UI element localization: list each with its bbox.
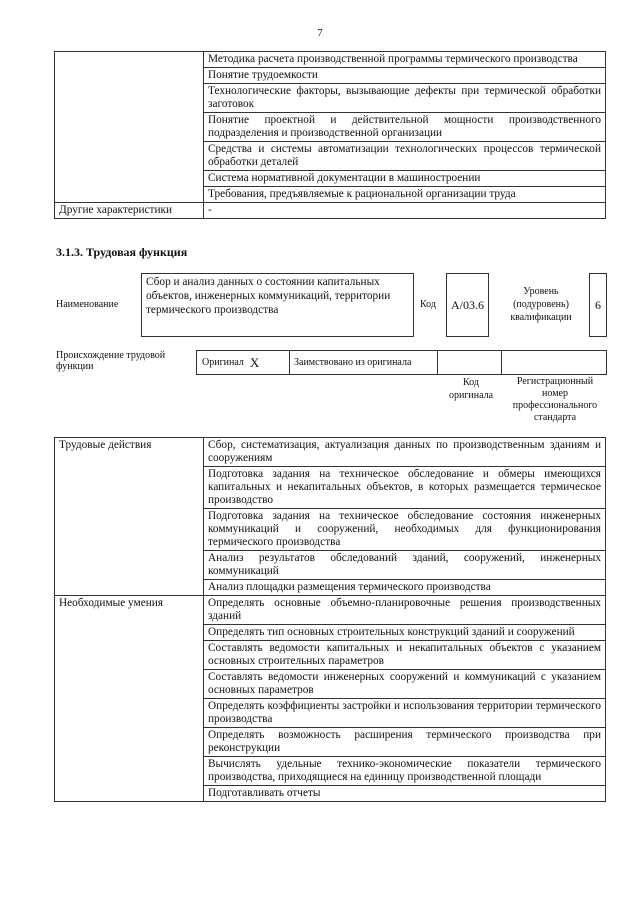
borrowed-label: Заимствовано из оригинала — [290, 351, 438, 374]
table-cell: Определять возможность расширения термического производства при реконструкции — [204, 728, 606, 757]
table-cell: Определять тип основных строительных конструкций зданий и сооружений — [204, 625, 606, 641]
table-row — [55, 203, 606, 219]
original-mark: X — [249, 354, 260, 370]
table-cell: Технологические факторы, вызывающие дефекты при термической обработки заготовок — [204, 84, 606, 113]
table-cell: Понятие трудоемкости — [204, 68, 606, 84]
table-cell: Средства и системы автоматизации технологических процессов термической обработки деталей — [204, 142, 606, 171]
original-cell — [197, 351, 290, 374]
other-characteristics-value: - — [204, 203, 606, 219]
table-cell: Анализ площадки размещения термического производства — [204, 580, 606, 596]
table-cell: Подготовка задания на техническое обследование и обмеры имеющихся капитальных и некапитальных объектов, в которых размещается термическое производство — [204, 467, 606, 509]
registration-number-cell — [502, 351, 606, 374]
function-name-box: Сбор и анализ данных о состоянии капитальных объектов, инженерных коммуникаций, территории термического производства — [141, 273, 414, 337]
table-cell: Составлять ведомости инженерных сооружений и коммуникаций с указанием основных параметров — [204, 670, 606, 699]
table-cell: Понятие проектной и действительной мощности производственного подразделения и производственной организации — [204, 113, 606, 142]
table-cell: Система нормативной документации в машиностроении — [204, 171, 606, 187]
origin-label: Происхождение трудовой функции — [56, 350, 166, 372]
code-label: Код — [420, 299, 436, 310]
original-label: Оригинал — [202, 356, 244, 368]
table-row — [55, 52, 606, 68]
table-cell: Подготавливать отчеты — [204, 786, 606, 802]
function-code-box: A/03.6 — [446, 273, 489, 337]
name-label: Наименование — [56, 299, 119, 310]
labor-actions-label: Трудовые действия — [55, 438, 204, 596]
empty-label-cell — [55, 52, 204, 203]
table-cell: Определять коэффициенты застройки и использования территории термического производства — [204, 699, 606, 728]
table-cell: Методика расчета производственной программы термического производства — [204, 52, 606, 68]
table-cell: Составлять ведомости капитальных и некапитальных объектов с указанием основных строительных параметров — [204, 641, 606, 670]
required-skills-label: Необходимые умения — [55, 596, 204, 802]
original-code-cell — [438, 351, 502, 374]
table-cell: Анализ результатов обследований зданий, сооружений, инженерных коммуникаций — [204, 551, 606, 580]
table-cell: Требования, предъявляемые к рациональной организации труда — [204, 187, 606, 203]
other-characteristics-label: Другие характеристики — [55, 203, 204, 219]
table-cell: Определять основные объемно-планировочные решения производственных зданий — [204, 596, 606, 625]
origin-row-box — [196, 350, 607, 375]
table-cell: Вычислять удельные технико-экономические показатели термического производства, приходящиеся на единицу производственной площади — [204, 757, 606, 786]
registration-caption: Регистрационный номер профессионального стандарта — [512, 376, 598, 423]
level-label: Уровень (подуровень) квалификации — [510, 286, 572, 323]
table-row — [55, 596, 606, 625]
table-cell: Сбор, систематизация, актуализация данных по производственным зданиям и сооружениям — [204, 438, 606, 467]
table-row — [55, 438, 606, 467]
function-details-table — [54, 437, 606, 802]
original-code-caption: Код оригинала — [448, 377, 494, 401]
page-number: 7 — [317, 27, 323, 39]
table-cell: Подготовка задания на техническое обследование состояния инженерных коммуникаций и сооружений, необходимых для функционирования термического производства — [204, 509, 606, 551]
level-value-box: 6 — [589, 273, 607, 337]
section-heading: 3.1.3. Трудовая функция — [56, 245, 188, 259]
knowledge-table — [54, 51, 606, 219]
